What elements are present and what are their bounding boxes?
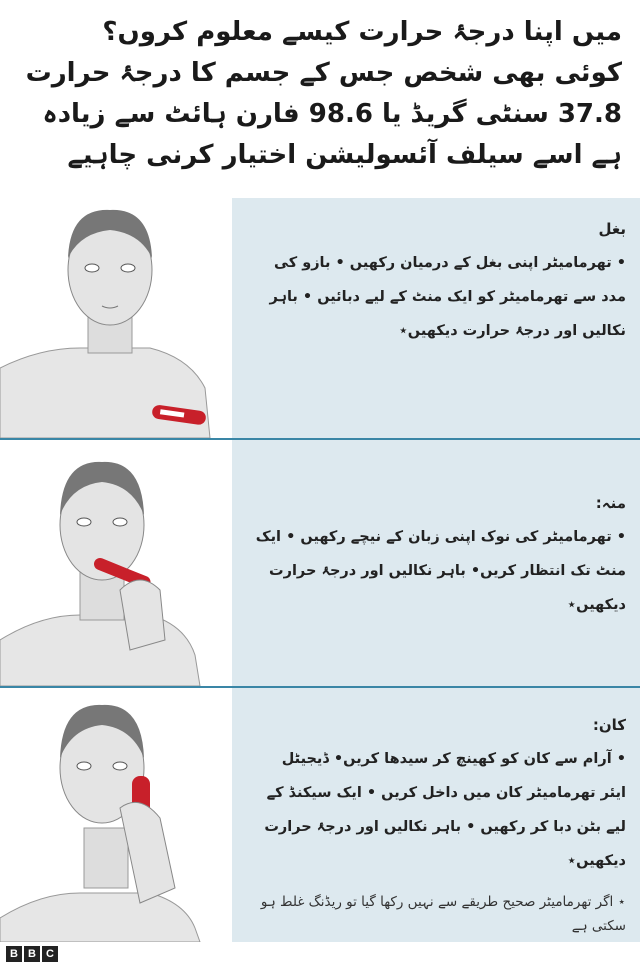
- section-text: • آرام سے کان کو کھینچ کر سیدھا کریں• ڈیجیٹل ایئر تھرمامیٹر کان میں داخل کریں • ایک سیکنڈ کے لیے بٹن دبا کر رکھیں • باہر نکالیں اور درجۂ حرارت دیکھیں⋆: [264, 751, 626, 869]
- header: [20, 12, 622, 176]
- mouth-instructions: [232, 440, 640, 686]
- ear-instructions: [232, 688, 640, 942]
- title-question: میں اپنا درجۂ حرارت کیسے معلوم کروں؟: [102, 17, 622, 47]
- section-mouth: [0, 440, 640, 688]
- ear-illustration: [0, 688, 232, 942]
- bbc-logo: [6, 946, 58, 962]
- armpit-illustration: [0, 198, 232, 438]
- mouth-illustration: [0, 440, 232, 686]
- section-text: • تھرمامیٹر کی نوک اپنی زبان کے نیچے رکھیں • ایک منٹ تک انتظار کریں• باہر نکالیں اور درجۂ حرارت دیکھیں⋆: [255, 529, 626, 613]
- section-heading: منہ:: [595, 494, 626, 512]
- armpit-instructions: [232, 198, 640, 438]
- section-text: • تھرمامیٹر اپنی بغل کے درمیان رکھیں • بازو کی مدد سے تھرمامیٹر کو ایک منٹ کے لیے دبائیں • باہر نکالیں اور درجۂ حرارت دیکھیں⋆: [269, 255, 626, 339]
- section-ear: [0, 688, 640, 942]
- logo-letter: B: [24, 946, 40, 962]
- logo-letter: B: [6, 946, 22, 962]
- section-heading: بغل: [598, 220, 626, 238]
- section-heading: کان:: [592, 716, 626, 734]
- logo-letter: C: [42, 946, 58, 962]
- footnote: ⋆ اگر تھرمامیٹر صحیح طریقے سے نہیں رکھا گیا تو ریڈنگ غلط ہو سکتی ہے: [260, 894, 626, 934]
- title-body: کوئی بھی شخص جس کے جسم کا درجۂ حرارت 37.8 سنٹی گریڈ یا 98.6 فارن ہائٹ سے زیادہ ہے اسے سیلف آئسولیشن اختیار کرنی چاہیے: [25, 58, 622, 170]
- section-armpit: [0, 198, 640, 440]
